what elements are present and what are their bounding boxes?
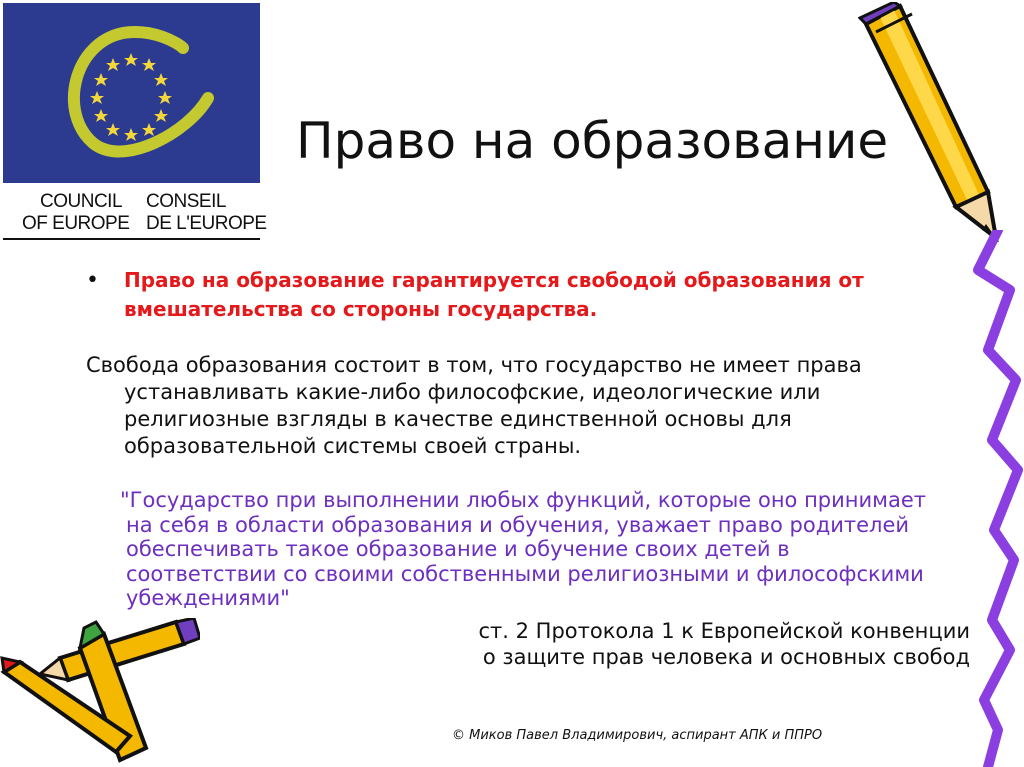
quote-source: [410, 618, 970, 670]
logo-text-english: [22, 191, 130, 235]
protocol-quote-text: "Государство при выполнении любых функций, которые оно принимает на себя в области образования и обучения, уважает право родителей обеспечивать такое образование и обучение своих детей в соответствии со своими собственными религиозными и философскими убеждениями": [120, 488, 927, 610]
bullet-marker: •: [86, 268, 99, 293]
logo-text-french: [146, 191, 267, 235]
stars-circle: [90, 53, 172, 141]
logo-line-council: COUNCIL: [40, 191, 123, 212]
logo-line-de-leurope: DE L'EUROPE: [146, 213, 267, 234]
logo-line-of-europe: OF EUROPE: [22, 213, 130, 234]
body-paragraph-text: Свобода образования состоит в том, что государство не имеет права устанавливать какие-либо философские, идеологические или религиозные взгляды в качестве единственной основы для образовательной системы своей страны.: [86, 353, 862, 458]
crossed-pencils-icon: [0, 618, 200, 767]
body-paragraph: [86, 352, 956, 460]
logo-underline: [3, 238, 260, 240]
protocol-quote: [112, 488, 942, 611]
quote-source-line2: о защите прав человека и основных свобод: [482, 645, 970, 669]
logo-line-conseil: CONSEIL: [146, 191, 226, 212]
copyright-footer: © Миков Павел Владимирович, аспирант АПК и ППРО: [452, 728, 823, 743]
council-of-europe-emblem: [3, 3, 260, 183]
page-title: Право на образование: [296, 112, 889, 170]
quote-source-line1: ст. 2 Протокола 1 к Европейской конвенции: [478, 619, 970, 643]
pencil-icon: [858, 2, 1003, 242]
ribbon-decoration-icon: [958, 230, 1024, 767]
bullet-text: Право на образование гарантируется свободой образования от вмешательства со стороны государства.: [124, 268, 864, 321]
